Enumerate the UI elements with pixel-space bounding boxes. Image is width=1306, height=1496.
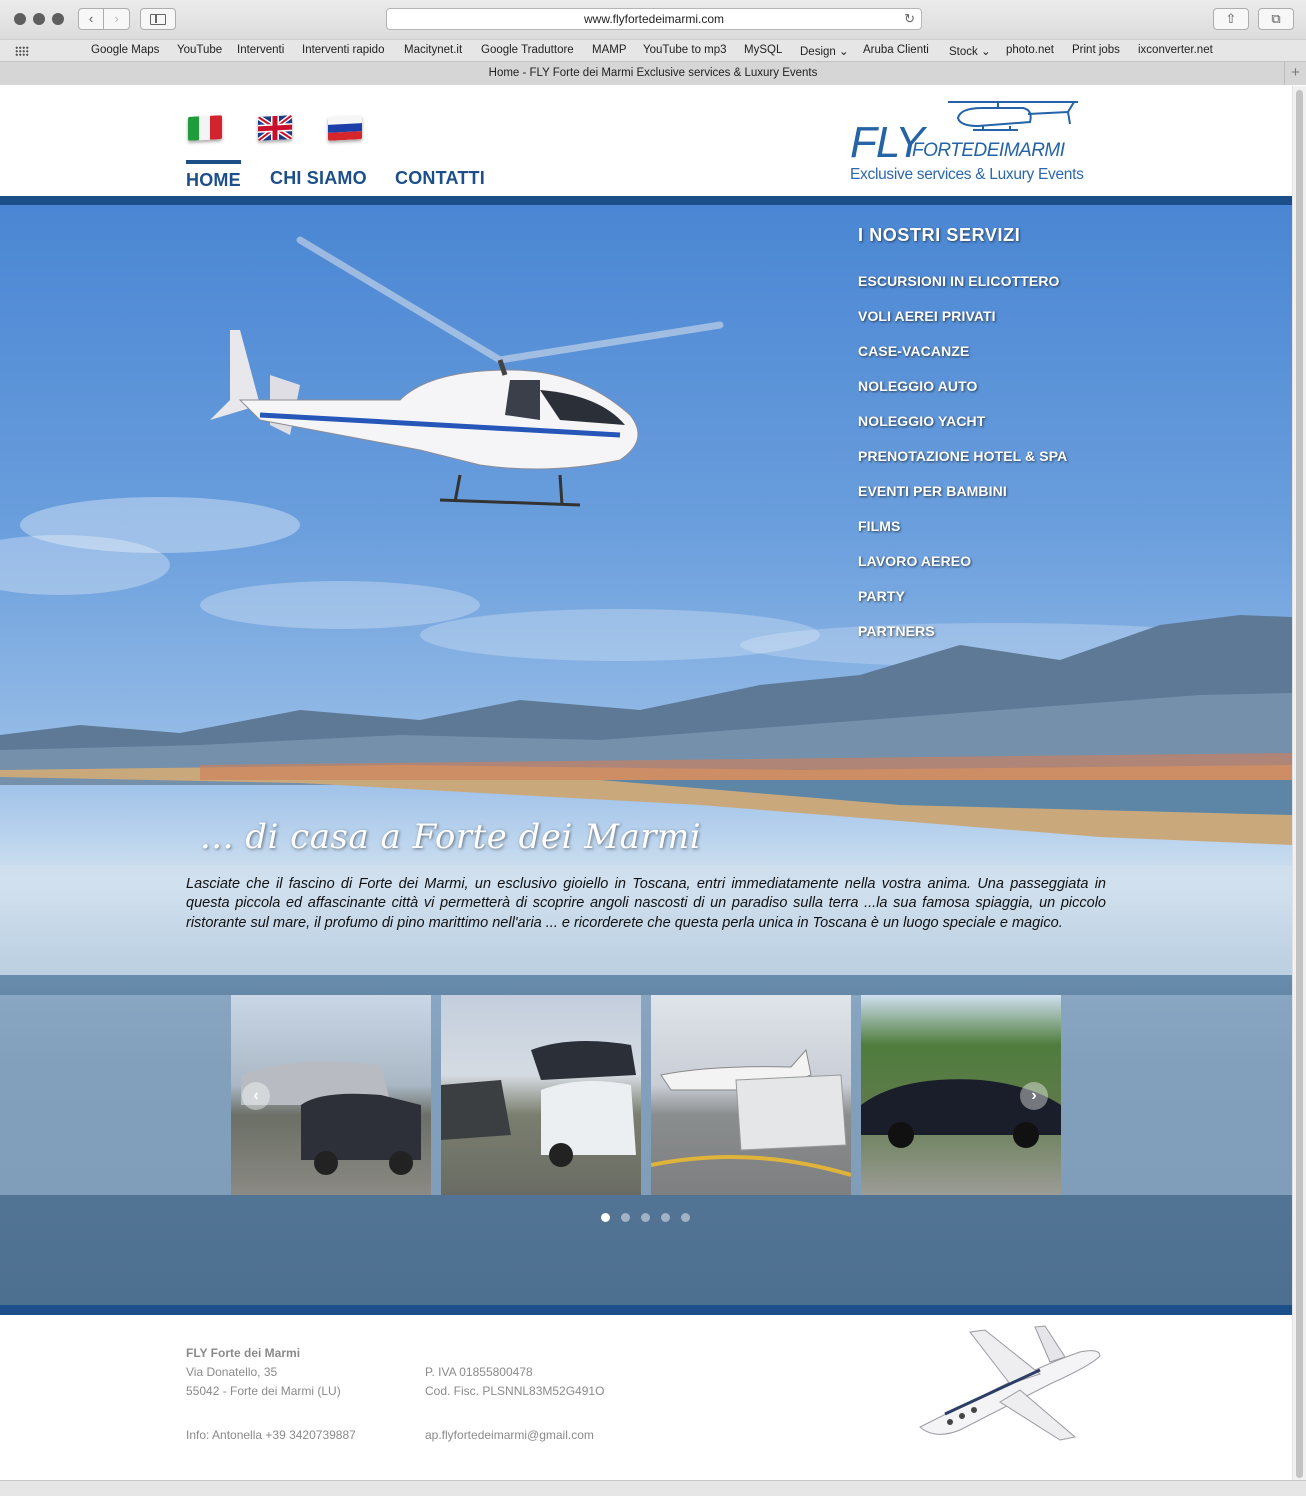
flag-russian[interactable] — [328, 115, 362, 141]
nav-contatti[interactable]: CONTATTI — [395, 168, 485, 188]
footer-codfisc: Cod. Fisc. PLSNNL83M52G491O — [425, 1384, 605, 1398]
bookmark-macitynet[interactable]: Macitynet.it — [404, 44, 463, 56]
carousel-photo-jet-and-van[interactable] — [651, 995, 851, 1195]
service-prenotazione-hotel-spa[interactable]: PRENOTAZIONE HOTEL & SPA — [858, 448, 1068, 464]
bookmark-youtube[interactable]: YouTube — [177, 44, 223, 56]
active-tab-title[interactable]: Home - FLY Forte dei Marmi Exclusive services & Luxury Events — [488, 67, 818, 79]
web-page — [0, 86, 1292, 1480]
service-noleggio-auto[interactable]: NOLEGGIO AUTO — [858, 378, 978, 394]
bookmark-print-jobs[interactable]: Print jobs — [1072, 44, 1120, 56]
carousel-dot-4[interactable] — [661, 1213, 670, 1222]
bookmark-youtube-to-mp3[interactable]: YouTube to mp3 — [643, 44, 727, 56]
service-escursioni-elicottero[interactable]: ESCURSIONI IN ELICOTTERO — [858, 273, 1060, 289]
service-noleggio-yacht[interactable]: NOLEGGIO YACHT — [858, 413, 986, 429]
service-eventi-bambini[interactable]: EVENTI PER BAMBINI — [858, 483, 1007, 499]
bookmark-google-traduttore[interactable]: Google Traduttore — [481, 44, 574, 56]
helicopter-logo-icon — [938, 96, 1088, 138]
bookmark-mysql[interactable]: MySQL — [744, 44, 783, 56]
carousel-dot-1[interactable] — [601, 1213, 610, 1222]
service-case-vacanze[interactable]: CASE-VACANZE — [858, 343, 970, 359]
url-text: www.flyfortedeimarmi.com — [583, 12, 725, 26]
back-button[interactable] — [78, 8, 104, 30]
service-films[interactable]: FILMS — [858, 518, 901, 534]
services-title: I NOSTRI SERVIZI — [858, 225, 1021, 245]
sidebar-toggle-button[interactable] — [140, 8, 176, 30]
bookmark-ixconverter[interactable]: ixconverter.net — [1138, 44, 1213, 56]
scrollbar-thumb[interactable] — [1296, 90, 1303, 1478]
italy-flag-icon — [188, 115, 222, 141]
browser-bottom-edge — [0, 1480, 1306, 1496]
service-party[interactable]: PARTY — [858, 588, 905, 604]
logo-fly-text: FLY — [850, 118, 924, 167]
address-bar[interactable] — [386, 8, 922, 30]
carousel-dot-5[interactable] — [681, 1213, 690, 1222]
footer-piva: P. IVA 01855800478 — [425, 1365, 533, 1379]
tabs-icon: ⧉ — [1271, 11, 1281, 26]
share-button[interactable] — [1213, 8, 1249, 30]
carousel-dot-3[interactable] — [641, 1213, 650, 1222]
hero-tagline: ... di casa a Forte dei Marmi — [200, 817, 702, 857]
nav-chi-siamo[interactable]: CHI SIAMO — [270, 168, 367, 188]
logo-tagline: Exclusive services & Luxury Events — [850, 166, 1084, 183]
header-divider — [0, 196, 1292, 205]
sidebar-icon — [150, 14, 166, 25]
reload-icon[interactable]: ↻ — [904, 11, 915, 26]
browser-toolbar — [0, 0, 1306, 39]
photo-carousel — [0, 995, 1292, 1195]
share-icon: ⇧ — [1225, 11, 1237, 26]
flag-italian[interactable] — [188, 115, 222, 141]
footer-address-street: Via Donatello, 35 — [186, 1365, 278, 1379]
carousel-dot-2[interactable] — [621, 1213, 630, 1222]
footer-company: FLY Forte dei Marmi — [186, 1346, 301, 1360]
zoom-window-button[interactable] — [52, 13, 64, 25]
close-window-button[interactable] — [14, 13, 26, 25]
site-logo[interactable] — [850, 96, 1090, 186]
bookmark-aruba-clienti[interactable]: Aruba Clienti — [863, 44, 929, 56]
bookmark-design-folder[interactable]: Design ⌄ — [800, 46, 849, 58]
uk-flag-icon — [258, 115, 292, 141]
bookmark-photo-net[interactable]: photo.net — [1006, 44, 1054, 56]
bookmark-google-maps[interactable]: Google Maps — [91, 44, 160, 56]
bookmark-stock-folder[interactable]: Stock ⌄ — [949, 46, 991, 58]
logo-place-text: FORTEDEIMARMI — [912, 140, 1065, 161]
nav-home[interactable]: HOME — [186, 160, 241, 191]
browser-chrome — [0, 0, 1306, 85]
tab-bar — [0, 61, 1306, 85]
helicopter-image — [200, 230, 740, 530]
plus-icon: + — [1291, 64, 1300, 81]
bookmark-mamp[interactable]: MAMP — [592, 44, 627, 56]
top-sites-icon[interactable] — [15, 46, 29, 56]
carousel-photo-helicopter-and-cars[interactable] — [441, 995, 641, 1195]
hero-description: Lasciate che il fascino di Forte dei Marmi, un esclusivo gioiello in Toscana, entri immediatamente nella vostra anima. Una passeggiata in questa piccola ed affascinante città vi permetterà di scoprire angoli nascosti di un paradiso sulla terra ...la sua famosa spiaggia, un piccolo ristorante sul mare, il profumo di pino marittimo nell'aria ... e ricorderete che questa perla unica in Toscana è un luogo speciale e magico. — [186, 876, 1106, 931]
footer-info-phone: Info: Antonella +39 3420739887 — [186, 1428, 356, 1442]
footer-email[interactable]: ap.flyfortedeimarmi@gmail.com — [425, 1428, 594, 1442]
new-tab-button[interactable] — [1284, 62, 1306, 85]
service-lavoro-aereo[interactable]: LAVORO AEREO — [858, 553, 972, 569]
carousel-next-button[interactable]: › — [1020, 1082, 1048, 1110]
footer-divider — [0, 1305, 1292, 1315]
chevron-right-icon: › — [114, 11, 119, 26]
forward-button[interactable] — [103, 8, 130, 30]
chevron-left-icon: ‹ — [88, 11, 94, 26]
service-partners[interactable]: PARTNERS — [858, 623, 935, 639]
bookmark-interventi-rapido[interactable]: Interventi rapido — [302, 44, 385, 56]
minimize-window-button[interactable] — [33, 13, 45, 25]
carousel-prev-button[interactable]: ‹ — [242, 1082, 270, 1110]
show-tabs-button[interactable] — [1258, 8, 1294, 30]
service-voli-aerei-privati[interactable]: VOLI AEREI PRIVATI — [858, 308, 996, 324]
page-scrollbar[interactable] — [1292, 86, 1306, 1480]
russia-flag-icon — [328, 115, 362, 141]
hero-section — [0, 205, 1292, 1305]
bookmark-interventi[interactable]: Interventi — [237, 44, 285, 56]
flag-english[interactable] — [258, 115, 292, 141]
bookmarks-bar — [0, 39, 1306, 61]
private-jet-image — [900, 1322, 1110, 1452]
description-band — [0, 865, 1292, 975]
footer-address-city: 55042 - Forte dei Marmi (LU) — [186, 1384, 341, 1398]
